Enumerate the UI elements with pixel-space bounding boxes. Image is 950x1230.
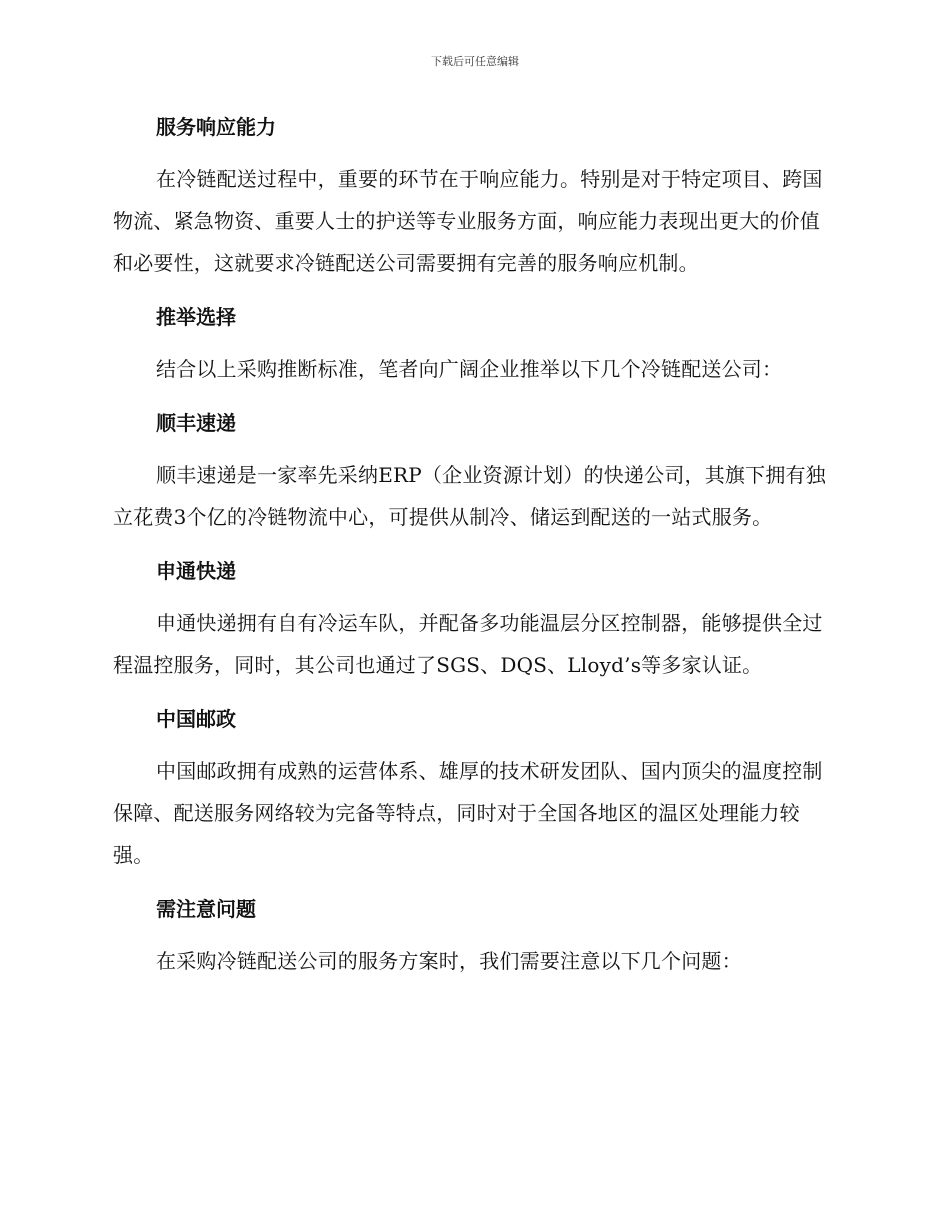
section-paragraph: 在冷链配送过程中，重要的环节在于响应能力。特别是对于特定项目、跨国物流、紧急物资、重要人士的护送等专业服务方面，响应能力表现出更大的价值和必要性，这就要求冷链配送公司需要拥有完善的服务响应机制。 xyxy=(113,167,823,275)
document-body xyxy=(113,104,835,992)
section-heading: 需注意问题 xyxy=(156,897,256,921)
section-sto-express xyxy=(113,548,835,686)
section-sf-express xyxy=(113,400,835,538)
section-heading: 服务响应能力 xyxy=(156,115,276,139)
section-heading: 顺丰速递 xyxy=(156,411,236,435)
section-paragraph: 申通快递拥有自有冷运车队，并配备多功能温层分区控制器，能够提供全过程温控服务，同时，其公司也通过了SGS、DQS、Lloyd’s等多家认证。 xyxy=(113,611,823,677)
section-notes xyxy=(113,886,835,982)
section-china-post xyxy=(113,696,835,876)
section-paragraph: 在采购冷链配送公司的服务方案时，我们需要注意以下几个问题： xyxy=(156,949,742,973)
section-service-response xyxy=(113,104,835,284)
section-paragraph: 中国邮政拥有成熟的运营体系、雄厚的技术研发团队、国内顶尖的温度控制保障、配送服务网络较为完备等特点，同时对于全国各地区的温区处理能力较强。 xyxy=(113,759,823,867)
section-paragraph: 顺丰速递是一家率先采纳ERP（企业资源计划）的快递公司，其旗下拥有独立花费3个亿的冷链物流中心，可提供从制冷、储运到配送的一站式服务。 xyxy=(113,463,826,529)
section-recommendation xyxy=(113,294,835,390)
section-heading: 中国邮政 xyxy=(156,707,236,731)
section-heading: 推举选择 xyxy=(156,305,236,329)
section-heading: 申通快递 xyxy=(156,559,236,583)
section-paragraph: 结合以上采购推断标准，笔者向广阔企业推举以下几个冷链配送公司： xyxy=(156,357,783,381)
page-header-note: 下载后可任意编辑 xyxy=(431,55,519,68)
